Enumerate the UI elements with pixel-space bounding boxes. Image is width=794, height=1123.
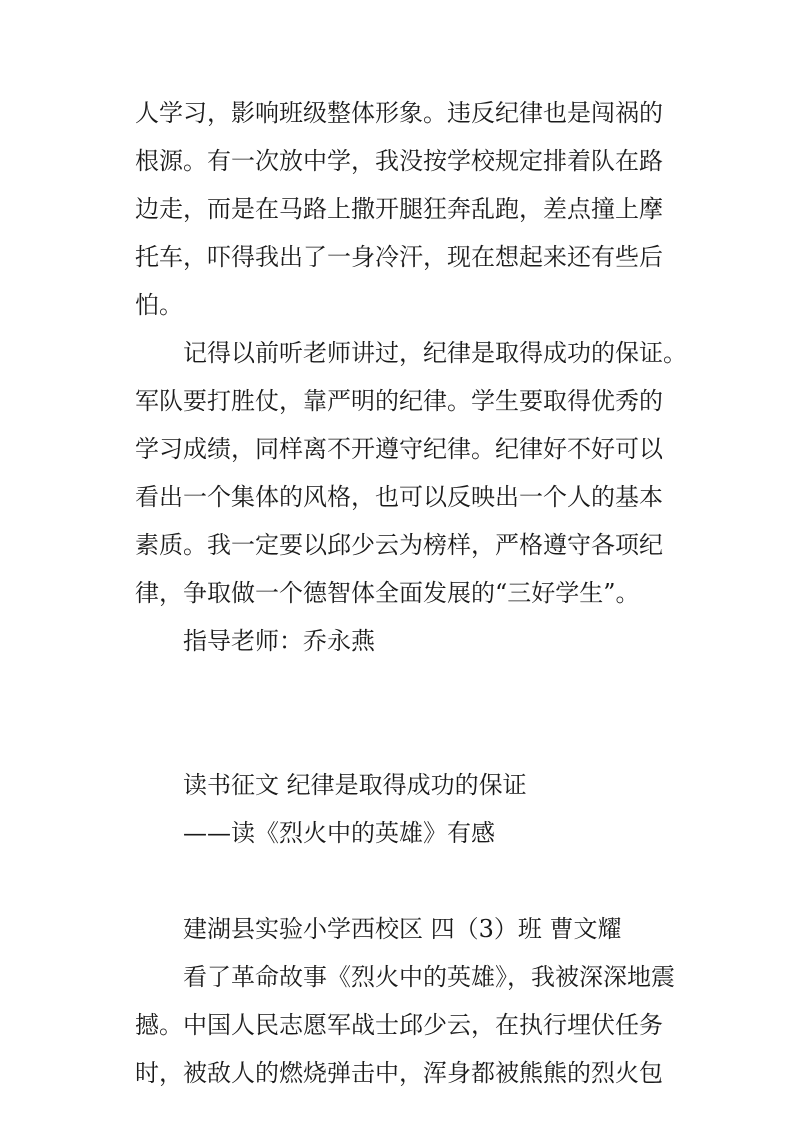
teacher-credit: 指导老师：乔永燕	[183, 627, 375, 655]
article-author: 建湖县实验小学西校区 四（3）班 曹文耀	[183, 915, 622, 943]
body-text-line: 军队要打胜仗，靠严明的纪律。学生要取得优秀的	[135, 387, 663, 415]
body-text-line: 时，被敌人的燃烧弹击中，浑身都被熊熊的烈火包	[135, 1059, 663, 1087]
body-text-line: 学习成绩，同样离不开遵守纪律。纪律好不好可以	[135, 435, 663, 463]
body-text-line: 素质。我一定要以邱少云为榜样，严格遵守各项纪	[135, 531, 663, 559]
body-text-line: 记得以前听老师讲过，纪律是取得成功的保证。	[183, 339, 687, 367]
body-text-line: 怕。	[135, 291, 183, 319]
body-text-line: 托车，吓得我出了一身冷汗，现在想起来还有些后	[135, 243, 663, 271]
article-subtitle: ——读《烈火中的英雄》有感	[183, 819, 495, 847]
body-text-line: 看了革命故事《烈火中的英雄》，我被深深地震	[183, 963, 675, 991]
body-text-line: 边走，而是在马路上撒开腿狂奔乱跑，差点撞上摩	[135, 195, 663, 223]
body-text-line: 根源。有一次放中学，我没按学校规定排着队在路	[135, 147, 663, 175]
article-title: 读书征文 纪律是取得成功的保证	[183, 771, 527, 799]
body-text-line: 律，争取做一个德智体全面发展的“三好学生”。	[135, 579, 640, 607]
body-text-line: 看出一个集体的风格，也可以反映出一个人的基本	[135, 483, 663, 511]
body-text-line: 撼。中国人民志愿军战士邱少云，在执行埋伏任务	[135, 1011, 663, 1039]
body-text-line: 人学习，影响班级整体形象。违反纪律也是闯祸的	[135, 99, 663, 127]
